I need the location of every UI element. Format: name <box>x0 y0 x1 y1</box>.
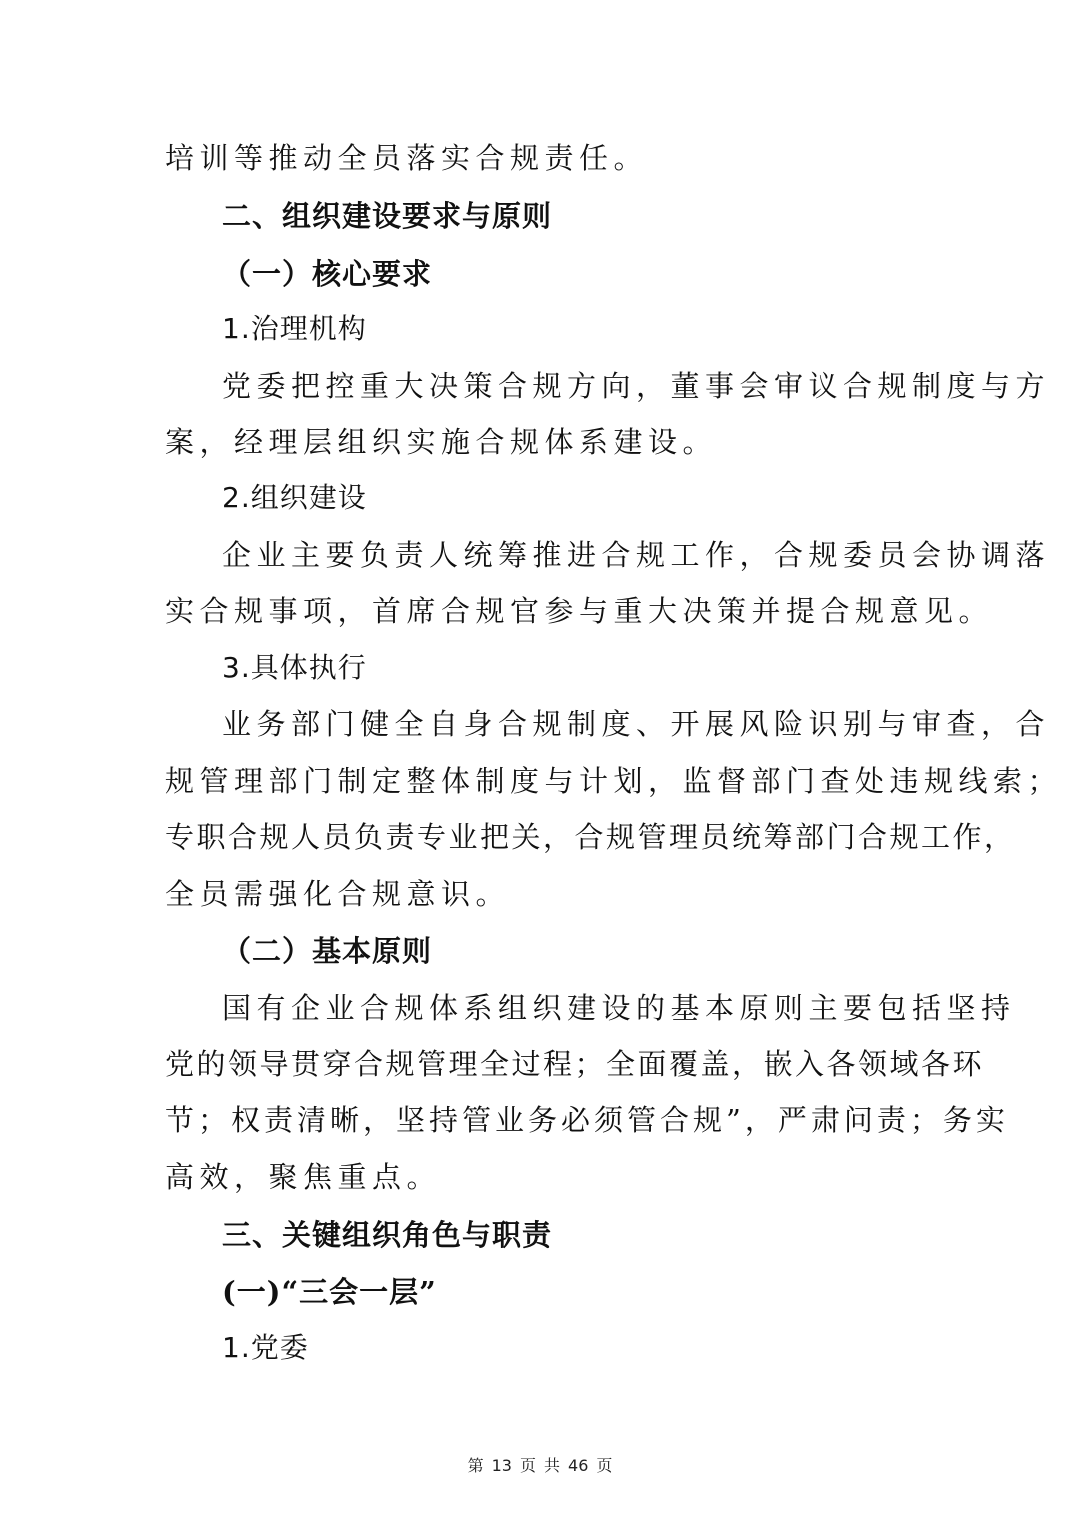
paragraph-line: 全员需强化合规意识。 <box>165 877 511 911</box>
footer-total-pages: 46 <box>568 1456 589 1475</box>
paragraph-line: 实合规事项，首席合规官参与重大决策并提合规意见。 <box>165 594 994 628</box>
subsection-heading: （一）核心要求 <box>222 257 433 291</box>
section-heading: 三、关键组织角色与职责 <box>222 1218 553 1252</box>
footer-suffix: 页 <box>596 1456 613 1475</box>
paragraph-line: 企业主要负责人统筹推进合规工作，合规委员会协调落 <box>222 538 1051 572</box>
paragraph-line: 节；权责清晰，坚持管业务必须管合规”，严肃问责；务实 <box>165 1103 1009 1137</box>
paragraph-line: 规管理部门制定整体制度与计划，监督部门查处违规线索； <box>165 764 1063 798</box>
paragraph-line: 专职合规人员负责专业把关，合规管理员统筹部门合规工作， <box>165 820 1016 854</box>
numbered-item-heading: 1.党委 <box>222 1331 309 1364</box>
footer-total-word: 共 <box>544 1456 561 1475</box>
numbered-item-heading: 2.组织建设 <box>222 481 367 514</box>
section-heading: 二、组织建设要求与原则 <box>222 199 553 233</box>
paragraph-line: 培训等推动全员落实合规责任。 <box>165 141 649 175</box>
subsection-heading: (一)“三会一层” <box>222 1275 437 1309</box>
paragraph-line: 高效，聚焦重点。 <box>165 1160 442 1194</box>
paragraph-line: 党的领导贯穿合规管理全过程；全面覆盖，嵌入各领域各环 <box>165 1047 985 1081</box>
page-footer <box>0 1453 1080 1476</box>
paragraph-line: 党委把控重大决策合规方向，董事会审议合规制度与方 <box>222 369 1051 403</box>
paragraph-line: 案，经理层组织实施合规体系建设。 <box>165 425 718 459</box>
footer-page-word: 页 <box>519 1456 536 1475</box>
paragraph-line: 业务部门健全自身合规制度、开展风险识别与审查，合 <box>222 707 1051 741</box>
footer-page-number: 13 <box>491 1456 512 1475</box>
subsection-heading: （二）基本原则 <box>222 934 433 968</box>
numbered-item-heading: 1.治理机构 <box>222 312 367 345</box>
paragraph-line: 国有企业合规体系组织建设的基本原则主要包括坚持 <box>222 991 1016 1025</box>
numbered-item-heading: 3.具体执行 <box>222 651 367 684</box>
footer-prefix: 第 <box>467 1456 484 1475</box>
